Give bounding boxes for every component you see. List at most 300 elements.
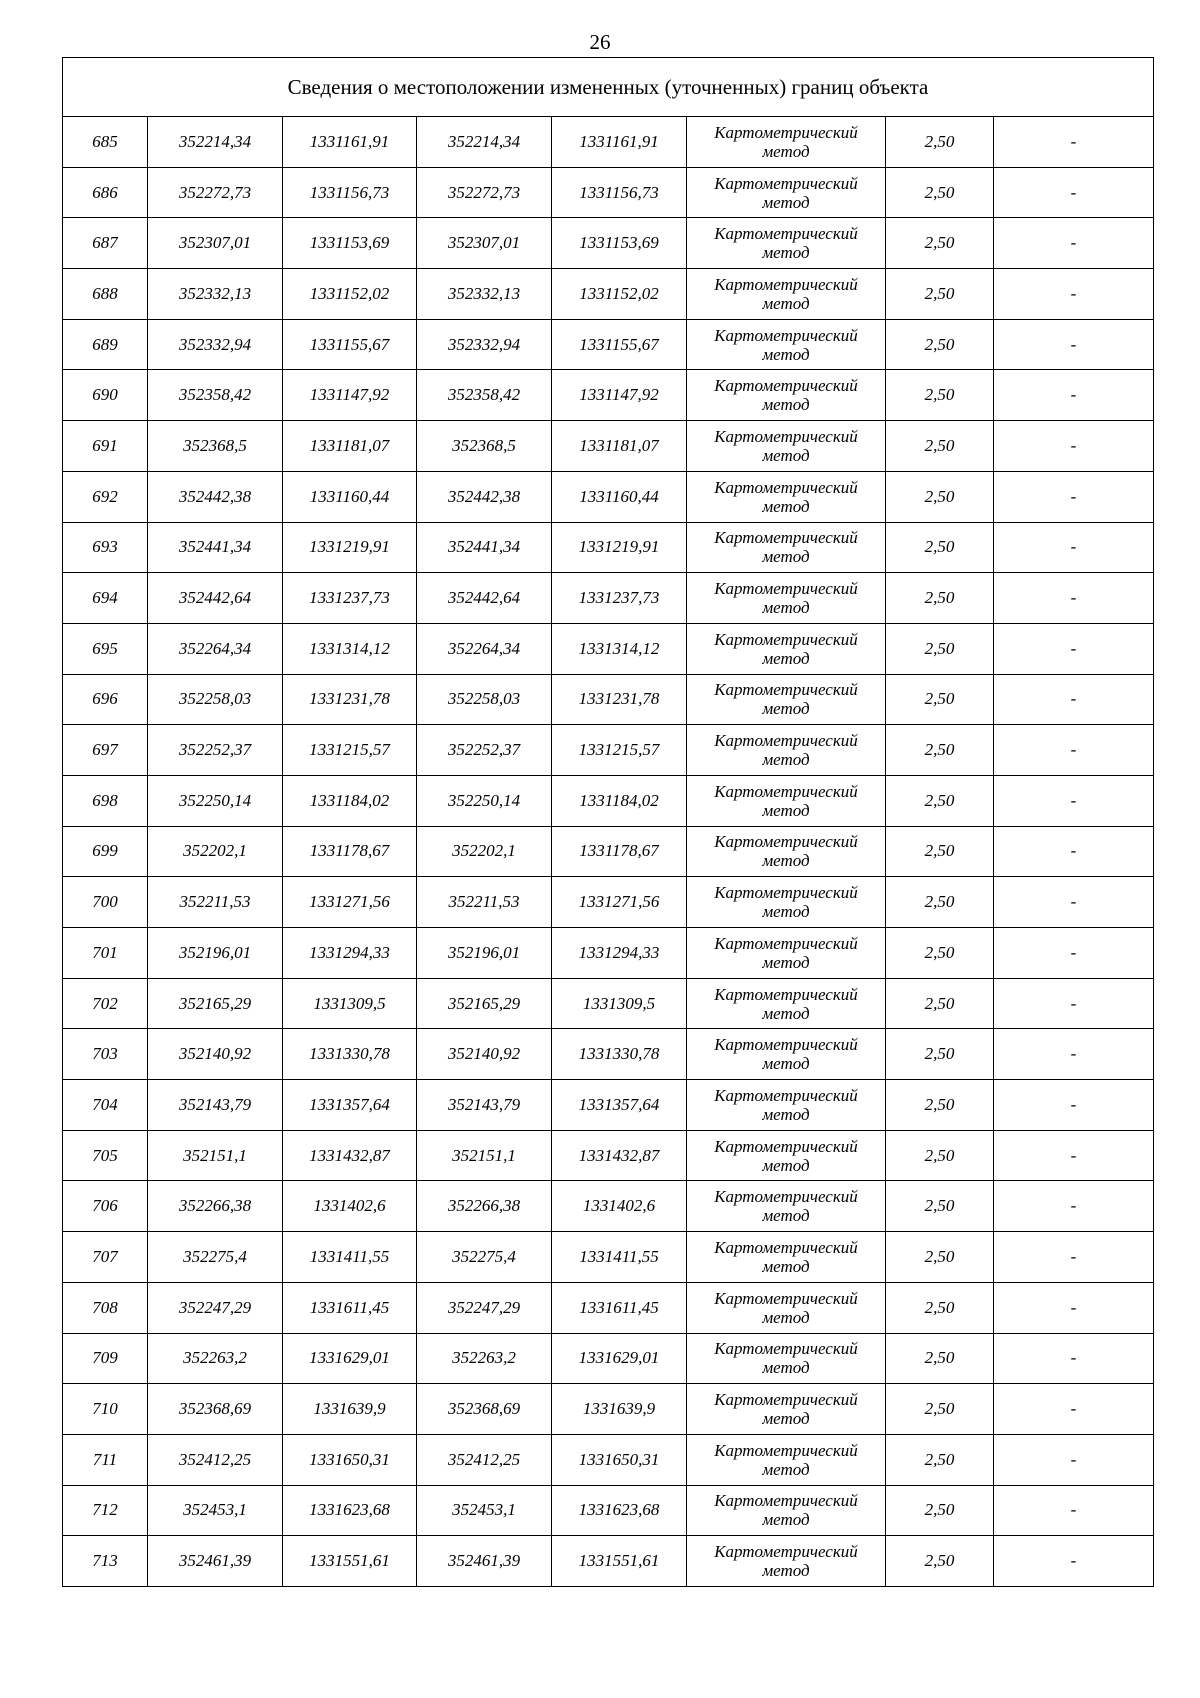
point-number-cell: 698: [63, 775, 148, 826]
description-cell: -: [994, 1080, 1154, 1131]
accuracy-cell: 2,50: [886, 218, 994, 269]
refined-x-cell: 352214,34: [417, 117, 552, 168]
boundary-coordinates-table: [62, 57, 1154, 1587]
accuracy-cell: 2,50: [886, 978, 994, 1029]
method-cell: [687, 1130, 886, 1181]
description-cell: -: [994, 218, 1154, 269]
table-row: [63, 775, 1154, 826]
method-cell: [687, 623, 886, 674]
description-cell: -: [994, 775, 1154, 826]
method-cell: [687, 167, 886, 218]
refined-x-cell: 352211,53: [417, 877, 552, 928]
existing-y-cell: 1331330,78: [283, 1029, 417, 1080]
description-cell: -: [994, 826, 1154, 877]
method-cell: [687, 674, 886, 725]
refined-y-cell: 1331411,55: [552, 1232, 687, 1283]
existing-x-cell: 352307,01: [148, 218, 283, 269]
method-line2: метод: [762, 445, 810, 465]
refined-y-cell: 1331357,64: [552, 1080, 687, 1131]
method-line1: Картометрический: [714, 173, 858, 193]
method-cell: [687, 1181, 886, 1232]
method-cell: [687, 269, 886, 320]
method-line1: Картометрический: [714, 122, 858, 142]
point-number-cell: 692: [63, 471, 148, 522]
refined-x-cell: 352151,1: [417, 1130, 552, 1181]
point-number-cell: 701: [63, 928, 148, 979]
refined-x-cell: 352272,73: [417, 167, 552, 218]
method-line2: метод: [762, 902, 810, 922]
point-number-cell: 708: [63, 1282, 148, 1333]
accuracy-cell: 2,50: [886, 522, 994, 573]
refined-x-cell: 352412,25: [417, 1434, 552, 1485]
page-number: 26: [589, 30, 611, 54]
description-cell: -: [994, 117, 1154, 168]
point-number-cell: 710: [63, 1384, 148, 1435]
table-row: [63, 471, 1154, 522]
refined-x-cell: 352275,4: [417, 1232, 552, 1283]
description-cell: -: [994, 1384, 1154, 1435]
method-line2: метод: [762, 192, 810, 212]
table-row: [63, 978, 1154, 1029]
method-line2: метод: [762, 395, 810, 415]
description-cell: -: [994, 928, 1154, 979]
existing-y-cell: 1331411,55: [283, 1232, 417, 1283]
existing-y-cell: 1331314,12: [283, 623, 417, 674]
method-cell: [687, 978, 886, 1029]
table-row: [63, 573, 1154, 624]
existing-x-cell: 352332,94: [148, 319, 283, 370]
table-body: [63, 117, 1154, 1587]
method-cell: [687, 370, 886, 421]
accuracy-cell: 2,50: [886, 1536, 994, 1587]
existing-y-cell: 1331153,69: [283, 218, 417, 269]
method-cell: [687, 877, 886, 928]
refined-y-cell: 1331402,6: [552, 1181, 687, 1232]
existing-x-cell: 352211,53: [148, 877, 283, 928]
method-line1: Картометрический: [714, 426, 858, 446]
refined-x-cell: 352332,94: [417, 319, 552, 370]
point-number-cell: 693: [63, 522, 148, 573]
table-row: [63, 522, 1154, 573]
table-row: [63, 877, 1154, 928]
description-cell: -: [994, 877, 1154, 928]
method-line1: Картометрический: [714, 1136, 858, 1156]
refined-y-cell: 1331184,02: [552, 775, 687, 826]
existing-x-cell: 352442,64: [148, 573, 283, 624]
description-cell: -: [994, 370, 1154, 421]
point-number-cell: 700: [63, 877, 148, 928]
existing-x-cell: 352258,03: [148, 674, 283, 725]
refined-x-cell: 352453,1: [417, 1485, 552, 1536]
existing-y-cell: 1331650,31: [283, 1434, 417, 1485]
accuracy-cell: 2,50: [886, 1282, 994, 1333]
existing-x-cell: 352441,34: [148, 522, 283, 573]
method-cell: [687, 319, 886, 370]
refined-y-cell: 1331160,44: [552, 471, 687, 522]
refined-y-cell: 1331147,92: [552, 370, 687, 421]
point-number-cell: 706: [63, 1181, 148, 1232]
description-cell: -: [994, 1130, 1154, 1181]
point-number-cell: 686: [63, 167, 148, 218]
existing-y-cell: 1331215,57: [283, 725, 417, 776]
method-cell: [687, 725, 886, 776]
method-line2: метод: [762, 1206, 810, 1226]
existing-y-cell: 1331629,01: [283, 1333, 417, 1384]
method-cell: [687, 1536, 886, 1587]
refined-y-cell: 1331623,68: [552, 1485, 687, 1536]
existing-y-cell: 1331294,33: [283, 928, 417, 979]
existing-x-cell: 352368,69: [148, 1384, 283, 1435]
refined-y-cell: 1331152,02: [552, 269, 687, 320]
method-cell: [687, 218, 886, 269]
table-row: [63, 218, 1154, 269]
accuracy-cell: 2,50: [886, 1384, 994, 1435]
description-cell: -: [994, 1029, 1154, 1080]
method-line2: метод: [762, 1358, 810, 1378]
existing-x-cell: 352250,14: [148, 775, 283, 826]
refined-x-cell: 352368,69: [417, 1384, 552, 1435]
accuracy-cell: 2,50: [886, 826, 994, 877]
description-cell: -: [994, 623, 1154, 674]
description-cell: -: [994, 725, 1154, 776]
existing-y-cell: 1331156,73: [283, 167, 417, 218]
method-line1: Картометрический: [714, 832, 858, 852]
method-line1: Картометрический: [714, 1085, 858, 1105]
point-number-cell: 689: [63, 319, 148, 370]
accuracy-cell: 2,50: [886, 928, 994, 979]
method-line1: Картометрический: [714, 1237, 858, 1257]
existing-y-cell: 1331152,02: [283, 269, 417, 320]
method-cell: [687, 1434, 886, 1485]
accuracy-cell: 2,50: [886, 117, 994, 168]
refined-x-cell: 352442,64: [417, 573, 552, 624]
existing-x-cell: 352247,29: [148, 1282, 283, 1333]
method-line2: метод: [762, 952, 810, 972]
description-cell: -: [994, 167, 1154, 218]
table-row: [63, 826, 1154, 877]
method-line2: метод: [762, 547, 810, 567]
table-row: [63, 117, 1154, 168]
table-row: [63, 928, 1154, 979]
accuracy-cell: 2,50: [886, 269, 994, 320]
refined-y-cell: 1331611,45: [552, 1282, 687, 1333]
table-row: [63, 725, 1154, 776]
refined-y-cell: 1331309,5: [552, 978, 687, 1029]
accuracy-cell: 2,50: [886, 1029, 994, 1080]
method-cell: [687, 928, 886, 979]
existing-y-cell: 1331611,45: [283, 1282, 417, 1333]
existing-y-cell: 1331402,6: [283, 1181, 417, 1232]
refined-y-cell: 1331215,57: [552, 725, 687, 776]
point-number-cell: 694: [63, 573, 148, 624]
accuracy-cell: 2,50: [886, 674, 994, 725]
existing-x-cell: 352143,79: [148, 1080, 283, 1131]
existing-x-cell: 352252,37: [148, 725, 283, 776]
method-line1: Картометрический: [714, 1339, 858, 1359]
point-number-cell: 702: [63, 978, 148, 1029]
refined-y-cell: 1331271,56: [552, 877, 687, 928]
refined-x-cell: 352461,39: [417, 1536, 552, 1587]
existing-x-cell: 352368,5: [148, 421, 283, 472]
existing-x-cell: 352196,01: [148, 928, 283, 979]
description-cell: -: [994, 674, 1154, 725]
refined-x-cell: 352263,2: [417, 1333, 552, 1384]
existing-x-cell: 352263,2: [148, 1333, 283, 1384]
accuracy-cell: 2,50: [886, 319, 994, 370]
method-line2: метод: [762, 1459, 810, 1479]
method-line1: Картометрический: [714, 224, 858, 244]
table-row: [63, 1333, 1154, 1384]
method-line1: Картометрический: [714, 528, 858, 548]
existing-x-cell: 352165,29: [148, 978, 283, 1029]
description-cell: -: [994, 522, 1154, 573]
refined-x-cell: 352258,03: [417, 674, 552, 725]
method-cell: [687, 471, 886, 522]
existing-x-cell: 352151,1: [148, 1130, 283, 1181]
refined-y-cell: 1331294,33: [552, 928, 687, 979]
refined-x-cell: 352368,5: [417, 421, 552, 472]
method-line2: метод: [762, 750, 810, 770]
existing-y-cell: 1331160,44: [283, 471, 417, 522]
description-cell: -: [994, 1181, 1154, 1232]
method-line1: Картометрический: [714, 984, 858, 1004]
method-cell: [687, 1333, 886, 1384]
existing-y-cell: 1331551,61: [283, 1536, 417, 1587]
method-line2: метод: [762, 648, 810, 668]
refined-x-cell: 352165,29: [417, 978, 552, 1029]
accuracy-cell: 2,50: [886, 623, 994, 674]
refined-x-cell: 352202,1: [417, 826, 552, 877]
refined-y-cell: 1331219,91: [552, 522, 687, 573]
existing-y-cell: 1331147,92: [283, 370, 417, 421]
accuracy-cell: 2,50: [886, 370, 994, 421]
refined-x-cell: 352332,13: [417, 269, 552, 320]
method-line2: метод: [762, 1155, 810, 1175]
existing-x-cell: 352214,34: [148, 117, 283, 168]
method-line2: метод: [762, 1104, 810, 1124]
refined-y-cell: 1331237,73: [552, 573, 687, 624]
existing-x-cell: 352140,92: [148, 1029, 283, 1080]
method-line1: Картометрический: [714, 731, 858, 751]
point-number-cell: 713: [63, 1536, 148, 1587]
accuracy-cell: 2,50: [886, 725, 994, 776]
refined-y-cell: 1331156,73: [552, 167, 687, 218]
existing-x-cell: 352266,38: [148, 1181, 283, 1232]
point-number-cell: 709: [63, 1333, 148, 1384]
method-cell: [687, 117, 886, 168]
accuracy-cell: 2,50: [886, 1080, 994, 1131]
existing-y-cell: 1331271,56: [283, 877, 417, 928]
method-cell: [687, 775, 886, 826]
table-row: [63, 319, 1154, 370]
method-line1: Картометрический: [714, 477, 858, 497]
point-number-cell: 703: [63, 1029, 148, 1080]
refined-y-cell: 1331639,9: [552, 1384, 687, 1435]
method-line1: Картометрический: [714, 1035, 858, 1055]
accuracy-cell: 2,50: [886, 471, 994, 522]
refined-y-cell: 1331178,67: [552, 826, 687, 877]
accuracy-cell: 2,50: [886, 1485, 994, 1536]
description-cell: -: [994, 1282, 1154, 1333]
existing-x-cell: 352275,4: [148, 1232, 283, 1283]
method-line2: метод: [762, 1054, 810, 1074]
refined-x-cell: 352143,79: [417, 1080, 552, 1131]
refined-x-cell: 352252,37: [417, 725, 552, 776]
description-cell: -: [994, 1485, 1154, 1536]
refined-y-cell: 1331432,87: [552, 1130, 687, 1181]
table-title: Сведения о местоположении измененных (уточненных) границ объекта: [63, 58, 1154, 117]
method-line1: Картометрический: [714, 629, 858, 649]
table-row: [63, 1130, 1154, 1181]
description-cell: -: [994, 978, 1154, 1029]
existing-x-cell: 352358,42: [148, 370, 283, 421]
existing-x-cell: 352412,25: [148, 1434, 283, 1485]
description-cell: -: [994, 269, 1154, 320]
point-number-cell: 691: [63, 421, 148, 472]
method-line2: метод: [762, 243, 810, 263]
refined-y-cell: 1331155,67: [552, 319, 687, 370]
method-line1: Картометрический: [714, 680, 858, 700]
accuracy-cell: 2,50: [886, 1434, 994, 1485]
method-line2: метод: [762, 1409, 810, 1429]
table-row: [63, 370, 1154, 421]
existing-y-cell: 1331231,78: [283, 674, 417, 725]
method-cell: [687, 1080, 886, 1131]
method-line2: метод: [762, 1256, 810, 1276]
accuracy-cell: 2,50: [886, 573, 994, 624]
description-cell: -: [994, 1434, 1154, 1485]
point-number-cell: 697: [63, 725, 148, 776]
existing-x-cell: 352453,1: [148, 1485, 283, 1536]
method-line1: Картометрический: [714, 883, 858, 903]
method-line1: Картометрический: [714, 325, 858, 345]
table-row: [63, 1434, 1154, 1485]
point-number-cell: 690: [63, 370, 148, 421]
refined-x-cell: 352264,34: [417, 623, 552, 674]
method-cell: [687, 1485, 886, 1536]
existing-x-cell: 352272,73: [148, 167, 283, 218]
point-number-cell: 699: [63, 826, 148, 877]
refined-x-cell: 352140,92: [417, 1029, 552, 1080]
existing-y-cell: 1331623,68: [283, 1485, 417, 1536]
existing-x-cell: 352202,1: [148, 826, 283, 877]
description-cell: -: [994, 1232, 1154, 1283]
method-cell: [687, 573, 886, 624]
description-cell: -: [994, 471, 1154, 522]
accuracy-cell: 2,50: [886, 1232, 994, 1283]
method-line2: метод: [762, 141, 810, 161]
point-number-cell: 712: [63, 1485, 148, 1536]
refined-y-cell: 1331161,91: [552, 117, 687, 168]
refined-y-cell: 1331629,01: [552, 1333, 687, 1384]
accuracy-cell: 2,50: [886, 1181, 994, 1232]
method-line1: Картометрический: [714, 1187, 858, 1207]
point-number-cell: 685: [63, 117, 148, 168]
description-cell: -: [994, 1333, 1154, 1384]
refined-x-cell: 352250,14: [417, 775, 552, 826]
table-row: [63, 1029, 1154, 1080]
method-line1: Картометрический: [714, 1542, 858, 1562]
refined-x-cell: 352442,38: [417, 471, 552, 522]
existing-y-cell: 1331155,67: [283, 319, 417, 370]
method-line1: Картометрический: [714, 1390, 858, 1410]
existing-y-cell: 1331237,73: [283, 573, 417, 624]
method-line1: Картометрический: [714, 1288, 858, 1308]
method-line2: метод: [762, 800, 810, 820]
method-line1: Картометрический: [714, 1491, 858, 1511]
table-row: [63, 167, 1154, 218]
method-cell: [687, 421, 886, 472]
refined-x-cell: 352266,38: [417, 1181, 552, 1232]
existing-y-cell: 1331181,07: [283, 421, 417, 472]
existing-x-cell: 352264,34: [148, 623, 283, 674]
method-line1: Картометрический: [714, 579, 858, 599]
method-line2: метод: [762, 699, 810, 719]
refined-y-cell: 1331181,07: [552, 421, 687, 472]
method-line2: метод: [762, 1510, 810, 1530]
point-number-cell: 696: [63, 674, 148, 725]
method-line2: метод: [762, 496, 810, 516]
existing-y-cell: 1331309,5: [283, 978, 417, 1029]
point-number-cell: 704: [63, 1080, 148, 1131]
method-line1: Картометрический: [714, 781, 858, 801]
accuracy-cell: 2,50: [886, 1333, 994, 1384]
existing-y-cell: 1331219,91: [283, 522, 417, 573]
point-number-cell: 707: [63, 1232, 148, 1283]
refined-y-cell: 1331153,69: [552, 218, 687, 269]
existing-y-cell: 1331432,87: [283, 1130, 417, 1181]
description-cell: -: [994, 573, 1154, 624]
method-cell: [687, 1029, 886, 1080]
existing-y-cell: 1331639,9: [283, 1384, 417, 1435]
point-number-cell: 688: [63, 269, 148, 320]
existing-y-cell: 1331184,02: [283, 775, 417, 826]
method-cell: [687, 826, 886, 877]
table-row: [63, 623, 1154, 674]
refined-x-cell: 352247,29: [417, 1282, 552, 1333]
refined-x-cell: 352358,42: [417, 370, 552, 421]
accuracy-cell: 2,50: [886, 775, 994, 826]
existing-x-cell: 352332,13: [148, 269, 283, 320]
refined-y-cell: 1331231,78: [552, 674, 687, 725]
method-cell: [687, 522, 886, 573]
description-cell: -: [994, 1536, 1154, 1587]
method-line2: метод: [762, 851, 810, 871]
point-number-cell: 695: [63, 623, 148, 674]
table-row: [63, 1080, 1154, 1131]
existing-y-cell: 1331357,64: [283, 1080, 417, 1131]
refined-y-cell: 1331551,61: [552, 1536, 687, 1587]
method-line2: метод: [762, 293, 810, 313]
method-line2: метод: [762, 344, 810, 364]
accuracy-cell: 2,50: [886, 877, 994, 928]
method-line1: Картометрический: [714, 933, 858, 953]
refined-x-cell: 352307,01: [417, 218, 552, 269]
method-line2: метод: [762, 598, 810, 618]
point-number-cell: 705: [63, 1130, 148, 1181]
existing-y-cell: 1331178,67: [283, 826, 417, 877]
accuracy-cell: 2,50: [886, 167, 994, 218]
point-number-cell: 711: [63, 1434, 148, 1485]
point-number-cell: 687: [63, 218, 148, 269]
existing-x-cell: 352461,39: [148, 1536, 283, 1587]
accuracy-cell: 2,50: [886, 421, 994, 472]
existing-y-cell: 1331161,91: [283, 117, 417, 168]
table-row: [63, 1232, 1154, 1283]
method-cell: [687, 1282, 886, 1333]
table-row: [63, 1536, 1154, 1587]
existing-x-cell: 352442,38: [148, 471, 283, 522]
